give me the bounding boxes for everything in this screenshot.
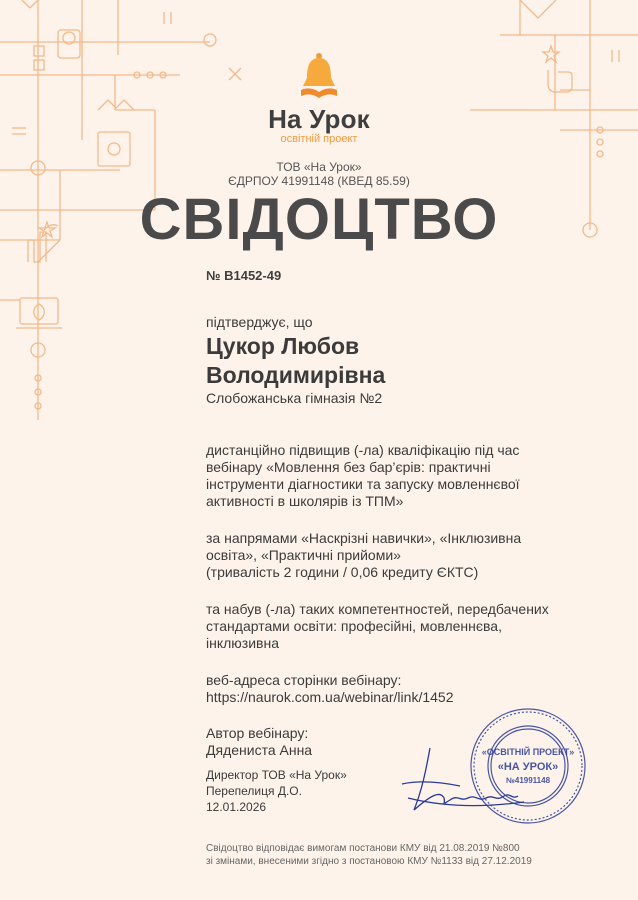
recipient-name-line2: Володимирівна [206, 362, 386, 388]
legal-footer [206, 842, 532, 868]
stamp-line2: «НА УРОК» [497, 761, 559, 773]
company-stamp [468, 706, 588, 826]
certificate-title: СВІДОЦТВО [139, 187, 499, 252]
issue-date: 12.01.2026 [206, 800, 267, 814]
web-url[interactable]: https://naurok.com.ua/webinar/link/1452 [206, 689, 454, 705]
duration-text: (тривалість 2 години / 0,06 кредиту ЄКТС) [206, 564, 479, 580]
directions-block [206, 530, 566, 581]
logo [0, 52, 638, 145]
company-name: ТОВ «На Урок» [276, 160, 362, 174]
certificate-number: № B1452-49 [206, 268, 282, 283]
webinar-text: дистанційно підвищив (-ла) кваліфікацію під час вебінару «Мовлення без бар’єрів: практичні інструменти діагностики та запуску мовленнєвої активності в школярів із ТПМ» [206, 442, 520, 509]
author-label: Автор вебінару: [206, 725, 309, 741]
author-name: Дядениста Анна [206, 742, 313, 758]
directions-text: за напрямами «Наскрізні навички», «Інклюзивна освіта», «Практичні прийоми» [206, 530, 522, 563]
footer-line1: Свідоцтво відповідає вимогам постанови КМУ від 21.08.2019 №800 [206, 843, 520, 854]
recipient-school: Слобожанська гімназія №2 [206, 390, 383, 406]
stamp-line1: «ОСВІТНІЙ ПРОЕКТ» [481, 747, 575, 757]
footer-line2: зі змінами, внесеними згідно з постановою КМУ №1133 від 27.12.2019 [206, 856, 532, 867]
stamp-line3: №41991148 [505, 776, 551, 785]
brand-subtitle: освітній проект [280, 133, 358, 145]
director-name: Перепелиця Д.О. [206, 784, 302, 798]
competencies-text: та набув (-ла) таких компетентностей, передбачених стандартами освіти: професійні, мовленнєва, інклюзивна [206, 601, 549, 651]
recipient-name-line1: Цукор Любов [206, 333, 360, 359]
web-block [206, 672, 566, 706]
bell-book-icon [298, 52, 340, 102]
director-label: Директор ТОВ «На Урок» [206, 768, 347, 782]
company-info [0, 160, 638, 188]
recipient-name [206, 332, 385, 390]
confirms-text: підтверджує, що [206, 314, 313, 330]
brand-name: На Урок [268, 104, 370, 134]
company-registry: ЄДРПОУ 41991148 (КВЕД 85.59) [228, 174, 410, 188]
web-label: веб-адреса сторінки вебінару: [206, 672, 402, 688]
